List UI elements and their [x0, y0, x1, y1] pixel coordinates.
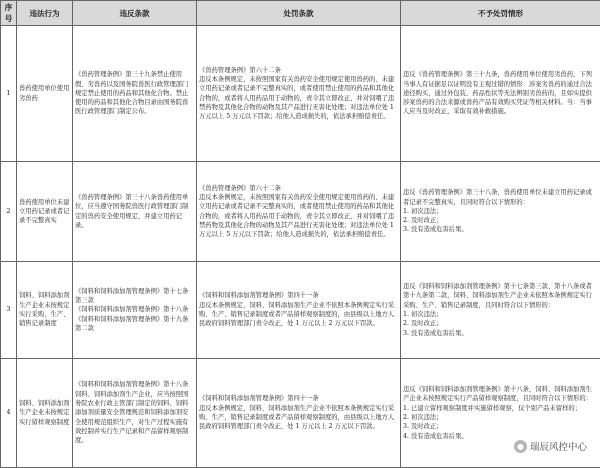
- row-seq: 4: [1, 359, 17, 468]
- row-exempt: [401, 262, 600, 359]
- table-row: [1, 262, 600, 359]
- exempt-condition: 2. 初次违法；: [403, 413, 598, 422]
- row-penalty: [197, 162, 401, 262]
- row-exempt: [401, 162, 600, 262]
- header-violation: 违反条款: [73, 1, 197, 26]
- exempt-intro: 违反《饲料和饲料添加剂管理条例》第十八条，饲料、饲料添加剂生产企业未按照规定实行产品留样观察制度，且同时符合以下情形的：: [403, 385, 598, 404]
- exempt-condition: 2. 及时改正；: [403, 319, 598, 328]
- exempt-intro: 违反《兽药管理条例》第三十八条，兽药使用单位未建立用药记录或者记录不完整真实，且同时符合以下情形的：: [403, 188, 598, 207]
- row-behavior: 兽药使用单位未建立用药记录或者记录不完整真实: [17, 162, 73, 262]
- exempt-condition: 3. 没有造成危害后果。: [403, 329, 598, 338]
- row-penalty: [197, 262, 401, 359]
- wechat-icon: ●: [514, 440, 527, 453]
- row-penalty: [197, 26, 401, 162]
- row-seq: 3: [1, 262, 17, 359]
- penalty-clause-title: 《兽药管理条例》第六十二条: [199, 184, 398, 193]
- violation-clause: 《饲料和饲料添加剂管理条例》第十九条第二款: [75, 315, 194, 334]
- penalty-clause-text: 违反本条例规定，饲料、饲料添加剂生产企业不依照本条例规定实行采购、生产、销售记录制度或者产品留样观察制度的，由县级以上地方人民政府饲料管理部门责令改正，处 1 万元以上 2 万元以下罚款。: [199, 404, 398, 432]
- violation-clause: 《饲料和饲料添加剂管理条例》第十八条: [75, 305, 194, 314]
- violation-clause: 《饲料和饲料添加剂管理条例》第十七条第三款: [75, 287, 194, 306]
- row-seq: 1: [1, 26, 17, 162]
- header-seq: 序号: [1, 1, 17, 26]
- row-violation: 《兽药管理条例》第三十八条兽药使用单位，应当遵守国务院兽医行政管理部门制定的兽药安全使用规定，并建立用药记录。: [73, 162, 197, 262]
- watermark: [511, 438, 590, 454]
- exempt-intro: 违反《饲料和饲料添加剂管理条例》第十七条第三款、第十八条或者第十九条第二款，饲料、饲料添加剂生产企业未依照本条例规定实行采购、生产、销售记录制度，且同时符合以下情形的：: [403, 282, 598, 310]
- row-penalty: [197, 359, 401, 468]
- exempt-condition: 1. 已建立留样观察制度并实施留样观察，仅个别产品未留样的；: [403, 404, 598, 413]
- watermark-text: 瑞辰风控中心: [530, 439, 587, 453]
- row-behavior: 饲料、饲料添加剂生产企业未按规定实行留样观察制度: [17, 359, 73, 468]
- penalty-clause-text: 违反本条例规定，饲料、饲料添加剂生产企业不依照本条例规定实行采购、生产、销售记录制度或者产品留样观察制度的，由县级以上地方人民政府饲料管理部门责令改正，处 1 万元以上 2 万元以下罚款。: [199, 301, 398, 329]
- penalty-clause-title: 《兽药管理条例》第六十二条: [199, 66, 398, 75]
- row-violation: 《饲料和饲料添加剂管理条例》第十八条饲料、饲料添加剂生产企业，应当按照国务院农业行政主管部门制定的饲料、饲料添加剂质量安全管理规范和饲料添加剂安全使用规范组织生产，对生产过程实施有效控制并实行生产记录和产品留样观察制度。: [73, 359, 197, 468]
- row-violation: [73, 262, 197, 359]
- row-seq: 2: [1, 162, 17, 262]
- row-behavior: 饲料、饲料添加剂生产企业未按规定实行采购、生产、销售记录制度: [17, 262, 73, 359]
- row-violation: 《兽药管理条例》第三十九条禁止使用假、劣兽药以及国务院兽医行政管理部门规定禁止使用的药品和其他化合物。禁止使用的药品和其他化合物目录由国务院兽医行政管理部门制定公布。: [73, 26, 197, 162]
- exempt-condition: 3. 及时改正；: [403, 422, 598, 431]
- exempt-condition: 1. 初次违法；: [403, 310, 598, 319]
- penalty-clause-title: 《饲料和饲料添加剂管理条例》第四十一条: [199, 291, 398, 300]
- row-behavior: 兽药使用单位使用劣兽药: [17, 26, 73, 162]
- header-penalty: 处罚条款: [197, 1, 401, 26]
- exempt-condition: 1. 初次违法；: [403, 207, 598, 216]
- header-behavior: 违法行为: [17, 1, 73, 26]
- table-row: [1, 162, 600, 262]
- table-row: [1, 26, 600, 162]
- header-exempt: 不予处罚情形: [401, 1, 600, 26]
- penalty-clause-text: 违反本条例规定，未按照国家有关兽药安全使用规定使用兽药的、未建立用药记录或者记录不完整真实的，或者使用禁止使用的药品和其他化合物的，或者将人用药品用于动物的，责令其立即改正，并对饲喂了违禁药物及其他化合物的动物及其产品进行无害化处理；对违法单位处 1 万元以上 5 万元以下罚款；给他人造成损失的，依法承担赔偿责任。: [199, 75, 398, 121]
- table-header-row: [1, 1, 600, 26]
- exempt-condition: 3. 没有造成危害后果。: [403, 225, 598, 234]
- penalty-clause-text: 违反本条例规定，未按照国家有关兽药安全使用规定使用兽药的、未建立用药记录或者记录不完整真实的，或者使用禁止使用的药品和其他化合物的，或者将人用药品用于动物的，责令其立即改正，并对饲喂了违禁药物及其他化合物的动物及其产品进行无害化处理；对违法单位处 1 万元以上 5 万元以下罚款；给他人造成损失的，依法承担赔偿责任。: [199, 193, 398, 239]
- penalty-clause-title: 《饲料和饲料添加剂管理条例》第四十一条: [199, 394, 398, 403]
- exempt-condition: 2. 及时改正；: [403, 216, 598, 225]
- exempt-condition: 4. 没有造成危害后果。: [403, 432, 598, 441]
- row-exempt: 违反《兽药管理条例》第三十九条，兽药使用单位使用劣兽药，下列当事人有证据足以证明没有主观过错的情形：涉案劣兽药的通过合法途径购买，通过外包装、药品性状等无法辨别劣兽药的，且如实提供涉案兽药的合法来源或兽药产品有效购买凭证等相关材料。当：当事人应当及时改正，采取有效补救措施。: [401, 26, 600, 162]
